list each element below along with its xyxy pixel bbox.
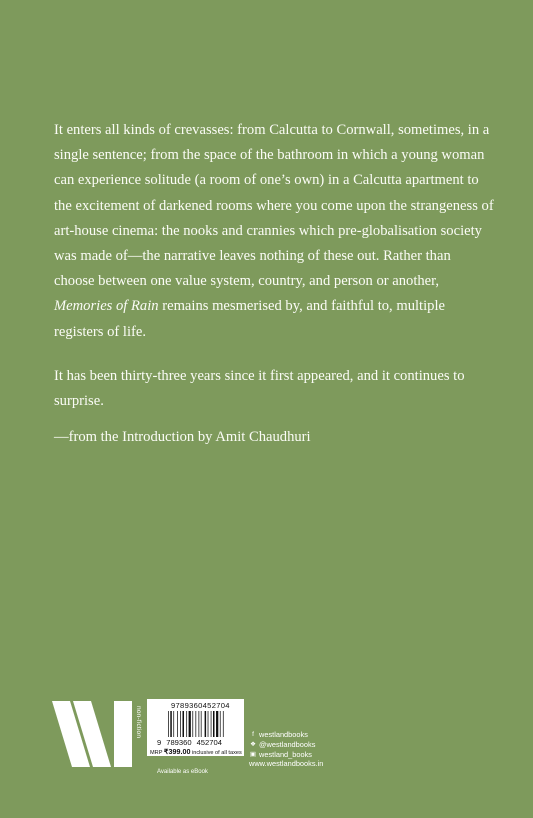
social-instagram: ▣ westland_books xyxy=(249,749,313,759)
blurb-attribution: —from the Introduction by Amit Chaudhuri xyxy=(54,429,311,446)
category-label: non-fiction xyxy=(135,706,142,739)
facebook-icon: f xyxy=(252,731,254,738)
instagram-icon: ▣ xyxy=(249,750,257,758)
blurb-paragraph-2: It has been thirty-three years since it first appeared, and it continues to surprise. xyxy=(54,367,465,410)
back-cover-blurb xyxy=(54,118,494,450)
social-twitter: ❖ @westlandbooks xyxy=(250,739,316,749)
publisher-website: www.westlandbooks.in xyxy=(249,759,324,769)
ebook-note: Available as eBook xyxy=(157,769,208,775)
blurb-text: It enters all kinds of crevasses: from Calcutta to Cornwall, sometimes, in a single sentence; from the space of the bathroom in which a young woman can experience solitude (a room of one’s own) in a Calcutta apartment to the excitement of darkened rooms where you come upon the strangeness of art-house cinema: the nooks and crannies which pre-globalisation society was made of—the narrative leaves nothing of these out. Rather than choose between one value system, country, and person or another, xyxy=(54,122,494,290)
publisher-social-links xyxy=(249,730,323,769)
westland-logo xyxy=(52,701,134,767)
book-title: Memories of Rain xyxy=(54,298,159,315)
barcode-bars xyxy=(168,711,228,737)
barcode xyxy=(147,699,244,756)
isbn-bottom: 9 789360 452704 xyxy=(157,738,222,747)
isbn-top: 9789360452704 xyxy=(171,701,230,710)
blurb-text: remains mesmerised by, and faithful to, multiple registers of life. xyxy=(54,298,445,340)
blurb-paragraph-1 xyxy=(54,118,494,345)
social-facebook: f westlandbooks xyxy=(249,730,323,740)
price-line: MRP ₹399.00 inclusive of all taxes xyxy=(150,747,242,756)
twitter-icon: ❖ xyxy=(250,740,256,748)
